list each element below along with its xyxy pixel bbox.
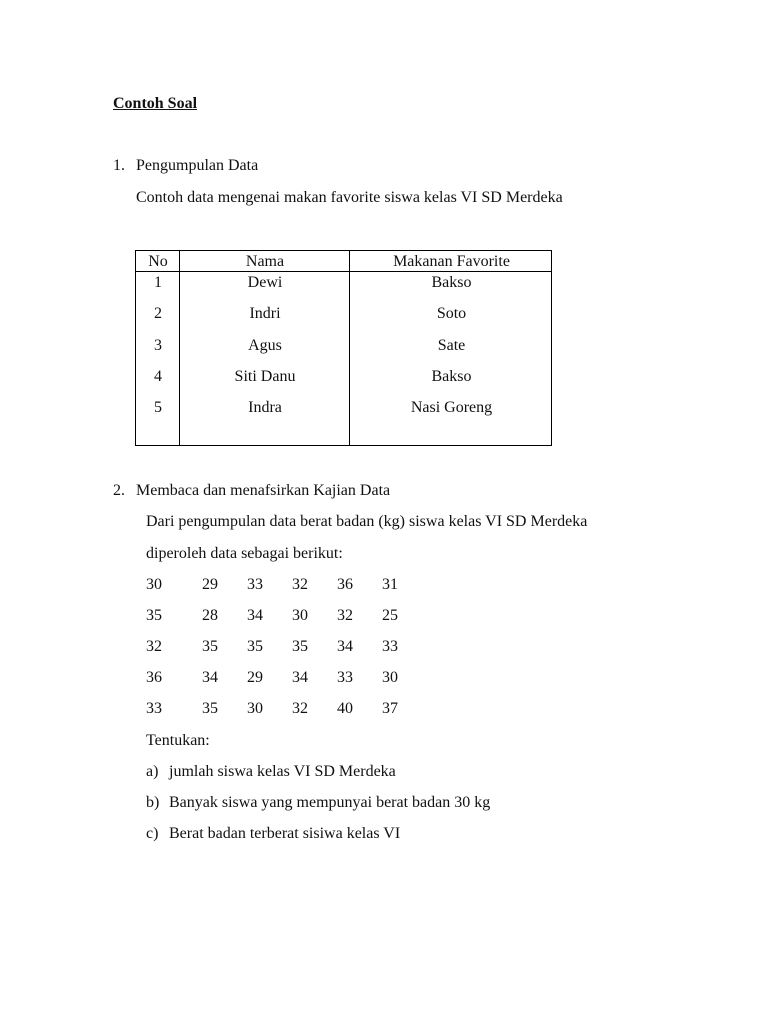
- weight-value: 35: [146, 607, 162, 624]
- section2-line1: Dari pengumpulan data berat badan (kg) siswa kelas VI SD Merdeka: [146, 513, 588, 530]
- table-cell-nama: Siti Danu: [234, 368, 296, 385]
- weight-value: 32: [292, 576, 308, 593]
- weight-value: 33: [146, 700, 162, 717]
- table-header-nama: Nama: [245, 253, 285, 270]
- weight-value: 33: [337, 669, 353, 686]
- weight-value: 30: [146, 576, 162, 593]
- table-cell-makanan: Bakso: [431, 274, 472, 291]
- weight-value: 30: [247, 700, 263, 717]
- task-b-text: Banyak siswa yang mempunyai berat badan 30 kg: [169, 794, 491, 811]
- weight-value: 34: [247, 607, 263, 624]
- weight-value: 32: [337, 607, 353, 624]
- weight-value: 37: [382, 700, 398, 717]
- weight-value: 28: [202, 607, 218, 624]
- section1-number: 1.: [113, 157, 125, 174]
- section2-number: 2.: [113, 482, 125, 499]
- weight-value: 30: [382, 669, 398, 686]
- weight-value: 33: [247, 576, 263, 593]
- task-c-label: c): [146, 825, 159, 842]
- favorite-food-table: [135, 250, 552, 446]
- section2-heading: Membaca dan menafsirkan Kajian Data: [136, 482, 391, 499]
- task-a-text: jumlah siswa kelas VI SD Merdeka: [169, 763, 396, 780]
- task-b-label: b): [146, 794, 160, 811]
- table-cell-makanan: Nasi Goreng: [410, 399, 493, 416]
- weight-value: 32: [146, 638, 162, 655]
- table-cell-makanan: Sate: [437, 337, 466, 354]
- task-c-text: Berat badan terberat sisiwa kelas VI: [169, 825, 401, 842]
- weight-value: 40: [337, 700, 353, 717]
- table-cell-nama: Indri: [249, 305, 281, 322]
- table-cell-no: 1: [154, 274, 162, 291]
- weight-value: 34: [337, 638, 353, 655]
- table-cell-makanan: Soto: [436, 305, 467, 322]
- weight-value: 35: [202, 638, 218, 655]
- weight-value: 36: [337, 576, 353, 593]
- table-cell-no: 5: [154, 399, 162, 416]
- weight-value: 31: [382, 576, 398, 593]
- weight-value: 25: [382, 607, 398, 624]
- table-cell-no: 2: [154, 305, 162, 322]
- weight-value: 32: [292, 700, 308, 717]
- table-cell-makanan: Bakso: [431, 368, 472, 385]
- section1-heading: Pengumpulan Data: [136, 157, 259, 174]
- section2-line2: diperoleh data sebagai berikut:: [146, 545, 343, 562]
- section1-intro: Contoh data mengenai makan favorite siswa kelas VI SD Merdeka: [136, 189, 563, 206]
- task-label: Tentukan:: [146, 732, 210, 749]
- weight-value: 34: [202, 669, 218, 686]
- weight-value: 30: [292, 607, 308, 624]
- table-cell-no: 3: [154, 337, 162, 354]
- table-cell-nama: Agus: [248, 337, 282, 354]
- weight-value: 35: [292, 638, 308, 655]
- weight-value: 29: [247, 669, 263, 686]
- weight-value: 35: [202, 700, 218, 717]
- weight-value: 36: [146, 669, 162, 686]
- weight-value: 35: [247, 638, 263, 655]
- table-cell-nama: Dewi: [247, 274, 283, 291]
- table-cell-nama: Indra: [248, 399, 282, 416]
- document-title: Contoh Soal: [113, 95, 198, 112]
- weight-value: 29: [202, 576, 218, 593]
- table-header-no: No: [148, 253, 168, 270]
- table-cell-no: 4: [154, 368, 162, 385]
- table-header-makanan: Makanan Favorite: [393, 253, 510, 270]
- weight-value: 33: [382, 638, 398, 655]
- task-a-label: a): [146, 763, 159, 780]
- weight-value: 34: [292, 669, 308, 686]
